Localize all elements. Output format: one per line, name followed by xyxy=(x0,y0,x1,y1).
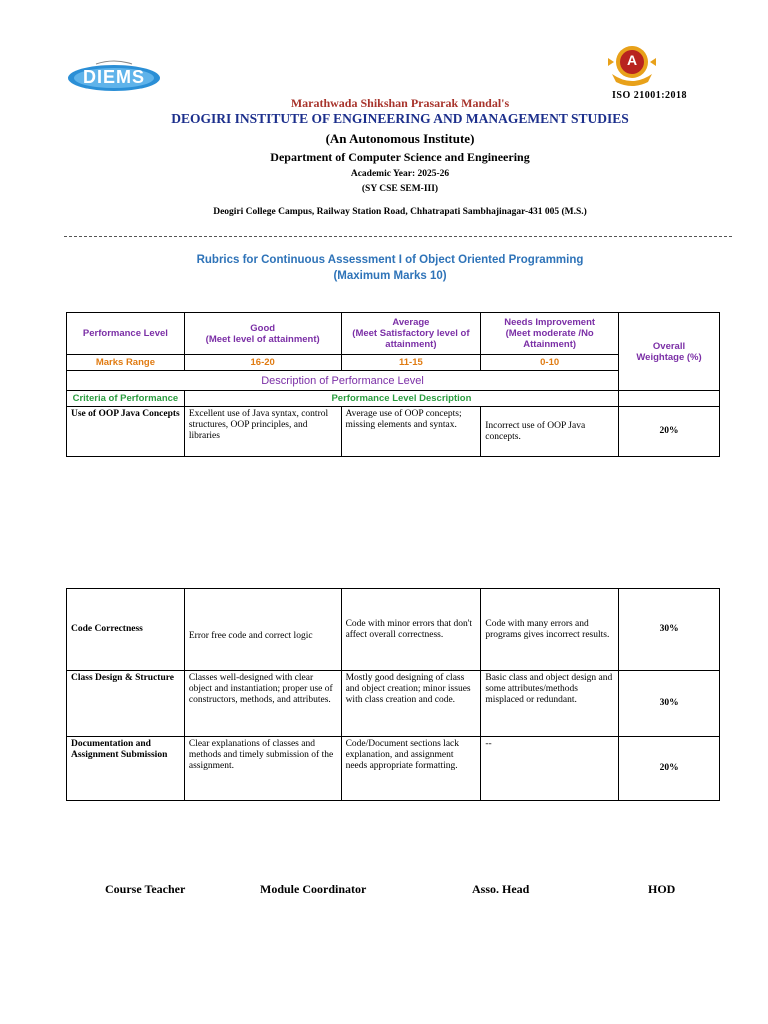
department-name: Department of Computer Science and Engineering xyxy=(270,150,530,164)
average-header xyxy=(341,313,481,355)
good-cell: Classes well-designed with clear object and instantiation; proper use of constructors, methods, and attributes. xyxy=(184,671,341,737)
needs-header xyxy=(481,313,619,355)
institute-name: DEOGIRI INSTITUTE OF ENGINEERING AND MANAGEMENT STUDIES xyxy=(171,111,629,126)
semester-label: (SY CSE SEM-III) xyxy=(361,184,439,194)
good-range: 16-20 xyxy=(184,355,341,371)
needs-cell: Code with many errors and programs gives incorrect results. xyxy=(481,589,619,671)
course-teacher-label: Course Teacher xyxy=(105,882,186,896)
weight-cell: 30% xyxy=(619,589,720,671)
needs-sub-label: (Meet moderate /No Attainment) xyxy=(505,328,594,350)
weight-cell: 20% xyxy=(619,737,720,801)
good-header xyxy=(184,313,341,355)
average-range: 11-15 xyxy=(341,355,481,371)
logo-text: DIEMS xyxy=(82,67,145,87)
good-label: Good xyxy=(250,322,276,334)
needs-range: 0-10 xyxy=(481,355,619,371)
iso-label: ISO 21001:2018 xyxy=(612,90,688,101)
address: Deogiri College Campus, Railway Station Road, Chhatrapati Sambhajinagar-431 005 (M.S.) xyxy=(213,207,587,217)
criteria-header: Criteria of Performance xyxy=(67,391,185,407)
rubric-table-top xyxy=(66,312,720,457)
average-cell: Code with minor errors that don't affect overall correctness. xyxy=(341,589,481,671)
needs-label: Needs Improvement xyxy=(504,317,596,328)
marks-range-label: Marks Range xyxy=(67,355,185,371)
average-cell: Code/Document sections lack explanation, and assignment needs appropriate formatting. xyxy=(341,737,481,801)
good-sub-label: (Meet level of attainment) xyxy=(205,333,320,345)
criteria-cell: Use of OOP Java Concepts xyxy=(67,407,185,457)
average-label: Average xyxy=(392,317,430,328)
naac-badge xyxy=(606,44,658,88)
rubric-table-bottom xyxy=(66,588,720,801)
hod-label: HOD xyxy=(648,882,676,896)
criteria-cell: Class Design & Structure xyxy=(67,671,185,737)
good-cell: Clear explanations of classes and methods and timely submission of the assignment. xyxy=(184,737,341,801)
mandal-name: Marathwada Shikshan Prasarak Mandal's xyxy=(290,96,510,110)
weight-cell: 30% xyxy=(619,671,720,737)
divider-line xyxy=(64,236,732,237)
autonomous-label: (An Autonomous Institute) xyxy=(325,131,475,146)
good-cell: Excellent use of Java syntax, control structures, OOP principles, and libraries xyxy=(184,407,341,457)
average-cell: Mostly good designing of class and object creation; minor issues with class creation and code. xyxy=(341,671,481,737)
average-cell: Average use of OOP concepts; missing elements and syntax. xyxy=(341,407,481,457)
needs-cell: Incorrect use of OOP Java concepts. xyxy=(481,407,619,457)
diems-logo xyxy=(66,60,162,94)
average-sub-label: (Meet Satisfactory level of attainment) xyxy=(352,328,470,350)
module-coordinator-label: Module Coordinator xyxy=(260,882,367,896)
rubric-title: Rubrics for Continuous Assessment I of Object Oriented Programming xyxy=(196,254,584,266)
description-header: Description of Performance Level xyxy=(67,371,619,391)
criteria-cell: Code Correctness xyxy=(67,589,185,671)
max-marks: (Maximum Marks 10) xyxy=(333,270,447,282)
badge-grade: A xyxy=(626,52,638,68)
criteria-cell: Documentation and Assignment Submission xyxy=(67,737,185,801)
academic-year: Academic Year: 2025-26 xyxy=(350,169,450,179)
weight-cell: 20% xyxy=(619,407,720,457)
needs-cell: Basic class and object design and some attributes/methods misplaced or redundant. xyxy=(481,671,619,737)
performance-level-header: Performance Level xyxy=(67,313,185,355)
level-description-header: Performance Level Description xyxy=(184,391,618,407)
needs-cell: -- xyxy=(481,737,619,801)
asso-head-label: Asso. Head xyxy=(472,882,530,896)
good-cell: Error free code and correct logic xyxy=(184,589,341,671)
overall-weightage-header: Overall Weightage (%) xyxy=(619,313,720,391)
